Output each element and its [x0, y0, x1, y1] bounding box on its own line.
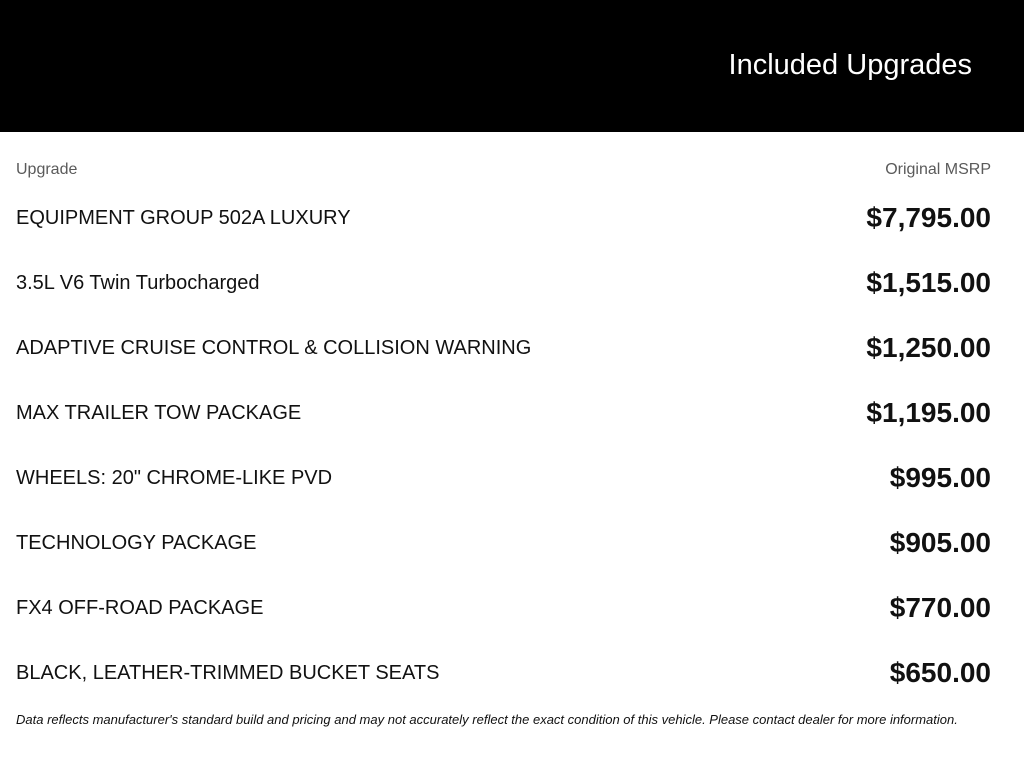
- upgrade-name: FX4 OFF-ROAD PACKAGE: [16, 597, 264, 619]
- list-item: [0, 445, 1024, 510]
- disclaimer-text: Data reflects manufacturer's standard build and pricing and may not accurately reflect the exact condition of this vehicle. Please contact dealer for more information.: [16, 712, 958, 727]
- upgrade-name: TECHNOLOGY PACKAGE: [16, 532, 257, 554]
- upgrade-price: $7,795.00: [866, 202, 991, 233]
- upgrade-price: $770.00: [889, 592, 991, 623]
- list-item: [0, 185, 1024, 250]
- header-bar: [0, 0, 1024, 132]
- upgrade-price: $650.00: [889, 657, 991, 688]
- list-item: [0, 640, 1024, 705]
- upgrade-price: $1,195.00: [866, 397, 991, 428]
- upgrade-price: $1,250.00: [866, 332, 991, 363]
- list-item: [0, 250, 1024, 315]
- upgrade-price: $905.00: [889, 527, 991, 558]
- upgrade-name: 3.5L V6 Twin Turbocharged: [16, 272, 260, 294]
- list-item: [0, 315, 1024, 380]
- list-item: [0, 575, 1024, 640]
- upgrade-name: MAX TRAILER TOW PACKAGE: [16, 402, 302, 424]
- upgrade-name: EQUIPMENT GROUP 502A LUXURY: [16, 207, 351, 229]
- upgrade-name: BLACK, LEATHER-TRIMMED BUCKET SEATS: [16, 662, 440, 684]
- column-header-upgrade: Upgrade: [16, 161, 78, 178]
- list-item: [0, 510, 1024, 575]
- list-item: [0, 380, 1024, 445]
- column-header-msrp: Original MSRP: [885, 161, 991, 178]
- upgrades-list: [0, 185, 1024, 705]
- page-title: Included Upgrades: [728, 49, 972, 81]
- upgrade-price: $995.00: [889, 462, 991, 493]
- upgrade-name: WHEELS: 20" CHROME-LIKE PVD: [16, 467, 333, 489]
- upgrade-price: $1,515.00: [866, 267, 991, 298]
- upgrade-name: ADAPTIVE CRUISE CONTROL & COLLISION WARNING: [16, 337, 532, 359]
